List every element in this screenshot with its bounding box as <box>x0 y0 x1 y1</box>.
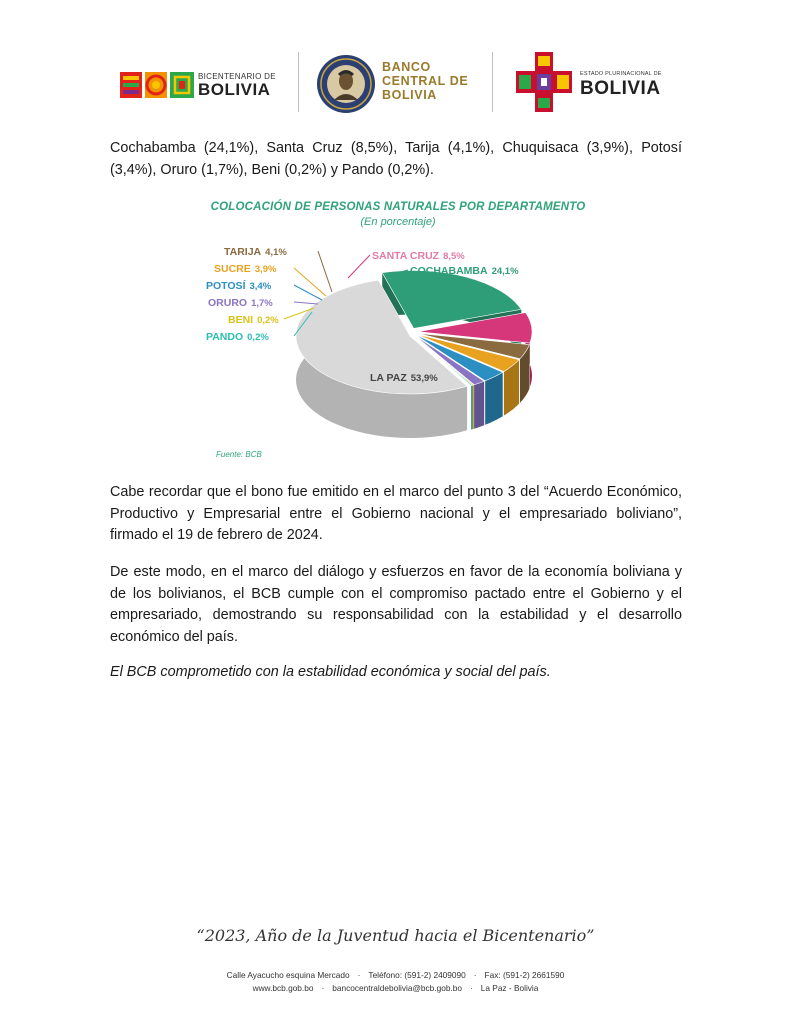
pie-leader-line <box>294 285 322 300</box>
pie-label-name: LA PAZ <box>370 372 407 384</box>
bcb-name <box>382 60 468 102</box>
footer-motto: “2023, Año de la Juventud hacia el Bicentenario” <box>196 926 595 945</box>
pie-label-name: ORURO <box>208 297 248 309</box>
bicentenario-big-text: BOLIVIA <box>198 80 271 99</box>
pie-label-oruro <box>208 297 273 309</box>
pie-slice-side-beni <box>473 385 474 429</box>
paragraph-bond: Cabe recordar que el bono fue emitido en el marco del punto 3 del “Acuerdo Económico, Productivo y Empresarial entre el Gobierno nacional y el empresariado boliviano”, firmado el 19 de febrero de 2024. <box>110 484 682 544</box>
pie-label-name: COCHABAMBA <box>410 265 488 277</box>
pie-label-pando <box>206 331 269 343</box>
bcb-line-3: BOLIVIA <box>382 88 437 102</box>
pie-leader-line <box>318 251 332 292</box>
letterhead <box>0 48 791 118</box>
footer-fax: Fax: (591-2) 2661590 <box>484 970 565 980</box>
paragraph-dialogue: De este modo, en el marco del diálogo y esfuerzos en favor de la economía boliviana y de los bolivianos, el BCB cumple con el compromiso pactado entre el Gobierno y el empresariado, demostrando su responsabilidad con la estabilidad y el desarrollo económico del país. <box>110 564 682 645</box>
footer-email-link[interactable]: bancocentraldebolivia@bcb.gob.bo <box>332 983 462 993</box>
chart-title: COLOCACIÓN DE PERSONAS NATURALES POR DEPARTAMENTO <box>210 201 586 213</box>
pie-chart <box>190 196 610 466</box>
pie-leader-line <box>348 255 370 278</box>
pie-slice-side-oruro <box>474 381 484 429</box>
estado-plurinacional-logo <box>516 52 676 114</box>
pie-label-name: SUCRE <box>214 263 251 275</box>
pie-label-value: 3,9% <box>254 264 277 275</box>
footer-website-link[interactable]: www.bcb.gob.bo <box>252 983 314 993</box>
pie-label-name: TARIJA <box>224 246 262 258</box>
chart-subtitle: (En porcentaje) <box>360 216 436 228</box>
bicentenario-logo <box>120 70 280 100</box>
chakana-emblem-icon <box>516 52 572 112</box>
bicentenario-small-text: BICENTENARIO DE <box>198 72 276 81</box>
pie-label-value: 8,5% <box>443 251 465 262</box>
header-divider <box>492 52 493 112</box>
estado-big-text: BOLIVIA <box>580 78 661 99</box>
pie-label-sucre <box>214 263 276 275</box>
footer-city: La Paz - Bolivia <box>480 983 539 993</box>
bcb-logo <box>316 54 486 114</box>
pie-label-value: 53,9% <box>410 373 438 384</box>
pie-label-value: 4,1% <box>265 247 287 258</box>
footer-address: Calle Ayacucho esquina Mercado <box>226 970 350 980</box>
chart-source: Fuente: BCB <box>216 450 262 459</box>
pie-label-name: PANDO <box>206 331 244 343</box>
pie-label-value: 1,7% <box>251 298 273 309</box>
pie-label-beni <box>228 314 279 326</box>
header-divider <box>298 52 299 112</box>
pie-label-name: POTOSÍ <box>206 280 246 292</box>
pie-label-cochabamba <box>410 265 519 277</box>
footer-web-line: www.bcb.gob.bo · bancocentraldebolivia@bcb.gob.bo · La Paz - Bolivia <box>252 983 539 993</box>
paragraph-intro: Cochabamba (24,1%), Santa Cruz (8,5%), Tarija (4,1%), Chuquisaca (3,9%), Potosí (3,4%), Oruro (1,7%), Beni (0,2%) y Pando (0,2%). <box>110 140 682 178</box>
footer-phone: Teléfono: (591-2) 2409090 <box>368 970 466 980</box>
pie-slice-side-pando <box>471 385 472 429</box>
pie-leader-line <box>294 302 318 304</box>
pie-label-value: 0,2% <box>257 315 279 326</box>
pie-label-name: SANTA CRUZ <box>372 250 440 262</box>
pie-label-value: 3,4% <box>249 281 272 292</box>
estado-small-text: ESTADO PLURINACIONAL DE <box>580 71 662 77</box>
pie-label-tarija <box>224 246 287 258</box>
bicentenario-emblem-icon <box>120 72 194 98</box>
bcb-line-1: BANCO <box>382 60 431 74</box>
pie-slice-side-potosí <box>485 372 503 425</box>
pie-label-value: 24,1% <box>491 266 519 277</box>
pie-leader-line <box>294 268 326 296</box>
bcb-line-2: CENTRAL DE <box>382 74 469 88</box>
bcb-seal-icon <box>316 54 376 114</box>
paragraph-closing: El BCB comprometido con la estabilidad económica y social del país. <box>110 664 551 680</box>
pie-label-value: 0,2% <box>247 332 269 343</box>
footer-contact-line: Calle Ayacucho esquina Mercado · Teléfono: (591-2) 2409090 · Fax: (591-2) 2661590 <box>226 970 565 980</box>
pie-label-name: BENI <box>228 314 254 326</box>
pie-label-potosí <box>206 280 271 292</box>
pie-label-la-paz <box>370 372 438 384</box>
pie-label-santa-cruz <box>372 250 465 262</box>
